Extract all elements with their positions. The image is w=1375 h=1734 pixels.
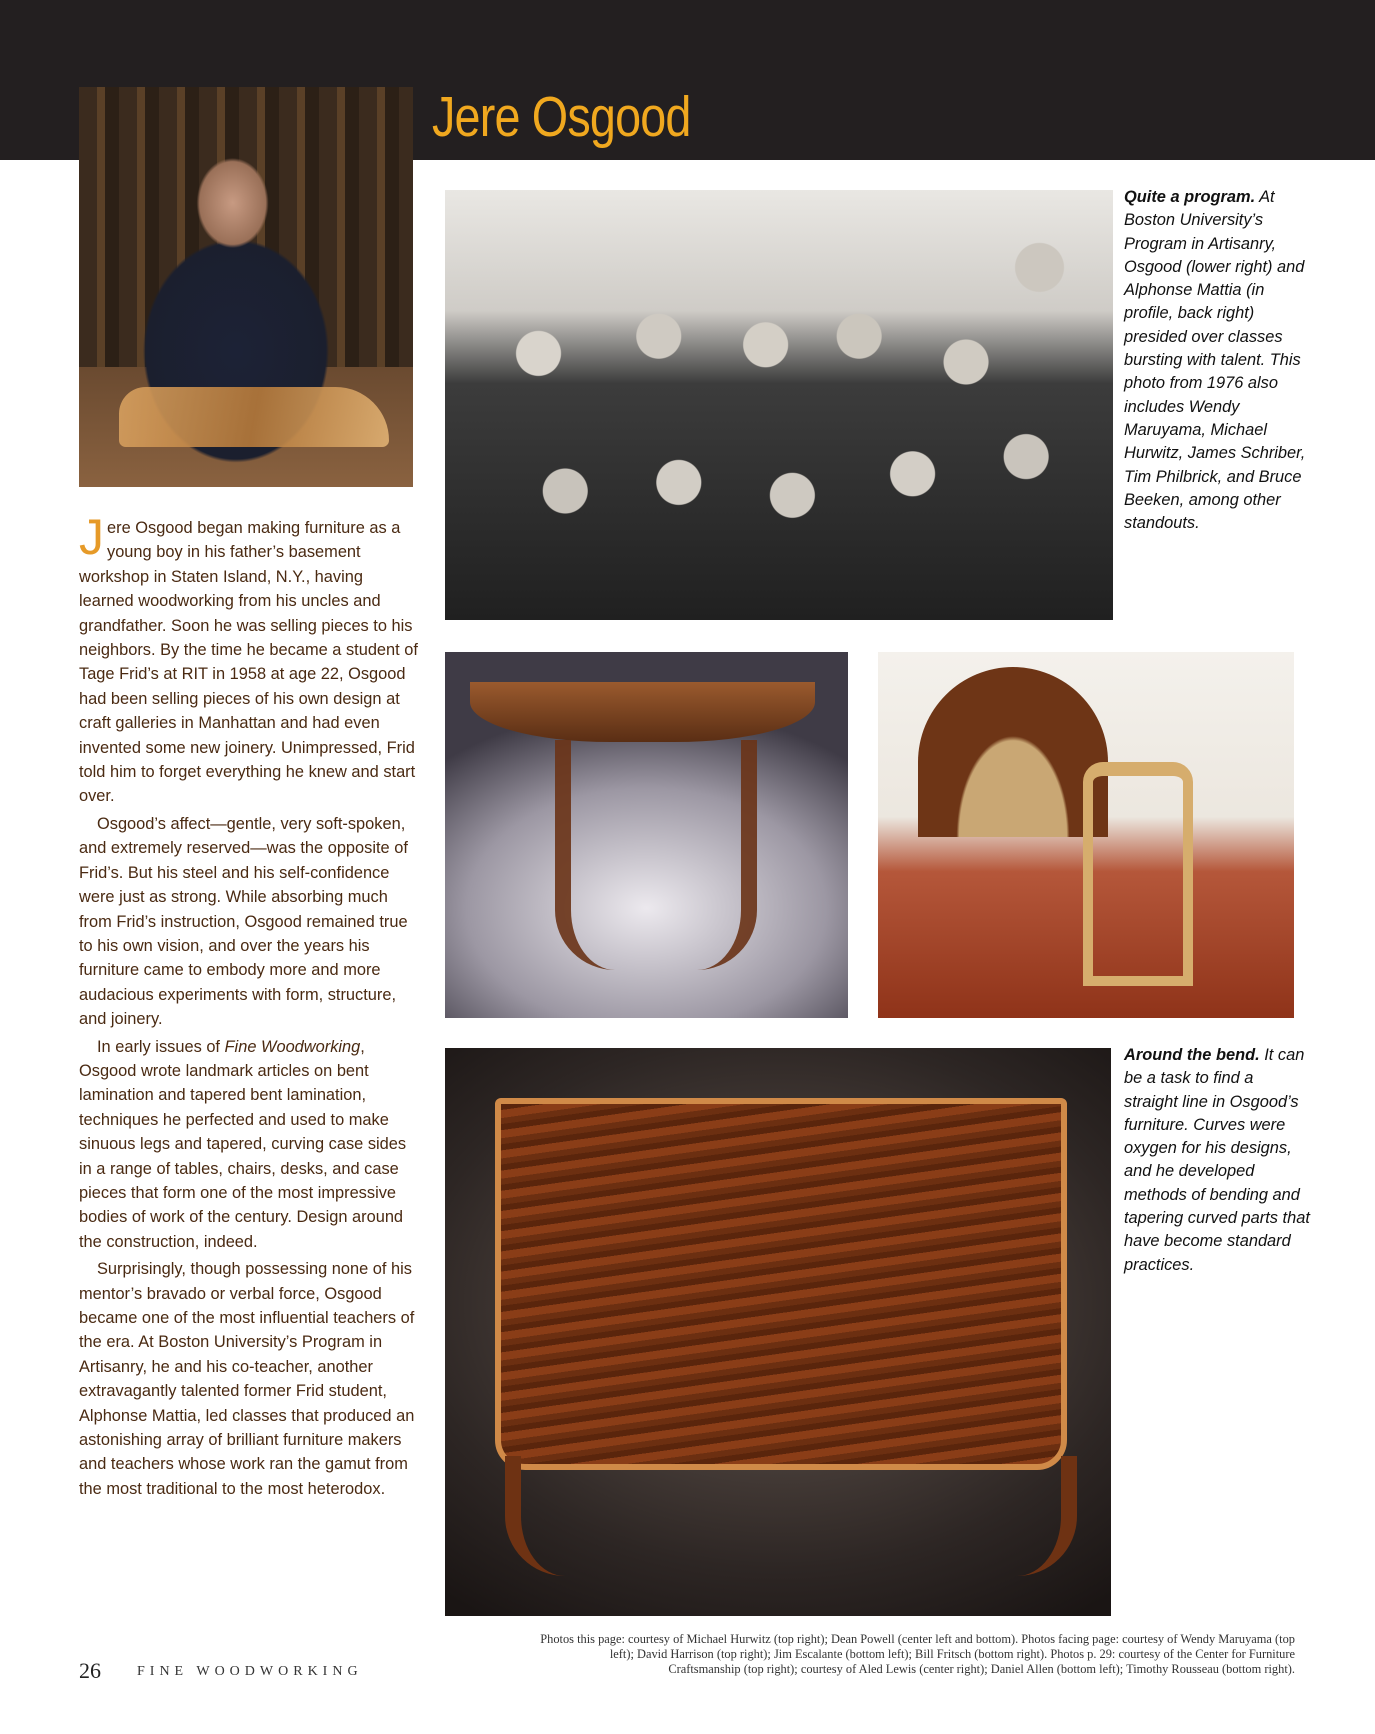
photo-credits: Photos this page: courtesy of Michael Hurwitz (top right); Dean Powell (center left and bottom). Photos facing page: courtesy of Wendy Maruyama (top left); David Harrison (top right); Jim Escalante (bottom left); Bill Fritsch (bottom right). Photos p. 29: courtesy of the Center for Furniture Craftsmanship (top right); courtesy of Aled Lewis (center right); Daniel Allen (bottom left); Timothy Rousseau (bottom right). <box>540 1632 1295 1677</box>
caption-bend: Around the bend. It can be a task to find a straight line in Osgood’s furniture. Curves were oxygen for his designs, and he developed methods of bending and tapering curved parts that have become standard practices. <box>1124 1046 1310 1274</box>
portrait-photo <box>79 87 413 487</box>
page-number: 26 <box>79 1658 101 1683</box>
table-photo <box>445 652 848 1018</box>
paragraph-2: Osgood’s affect—gentle, very soft-spoken, and extremely reserved—was the opposite of Frid’s. But his steel and his self-confidence were just as strong. While absorbing much from Frid’s instruction, Osgood remained true to his own vision, and over the years his furniture came to embody more and more audacious experiments with form, structure, and joinery. <box>79 814 408 1029</box>
paragraph-3: In early issues of Fine Woodworking, Osgood wrote landmark articles on bent lamination and tapered bent lamination, techniques he perfected and used to make sinuous legs and tapered, curving case sides in a range of tables, chairs, desks, and case pieces that form one of the most impressive bodies of work of the century. Design around the construction, indeed. <box>79 1037 407 1251</box>
class-photo <box>445 190 1113 620</box>
caption-program: Quite a program. At Boston University’s Program in Artisanry, Osgood (lower right) and Alphonse Mattia (in profile, back right) presided over classes bursting with talent. This photo from 1976 also includes Wendy Maruyama, Michael Hurwitz, James Schriber, Tim Philbrick, and Bruce Beeken, among other standouts. <box>1124 188 1306 533</box>
article-body <box>79 509 419 1504</box>
drop-cap: J <box>79 509 104 565</box>
desk-photo <box>878 652 1294 1018</box>
chest-photo <box>445 1048 1111 1616</box>
magazine-name: FINE WOODWORKING <box>137 1664 363 1679</box>
paragraph-4: Surprisingly, though possessing none of his mentor’s bravado or verbal force, Osgood became one of the most influential teachers of the era. At Boston University’s Program in Artisanry, he and his co-teacher, another extravagantly talented former Frid student, Alphonse Mattia, led classes that produced an astonishing array of brilliant furniture makers and teachers whose work ran the gamut from the most traditional to the most heterodox. <box>79 1260 415 1498</box>
paragraph-1: Jere Osgood began making furniture as a young boy in his father’s basement workshop in Staten Island, N.Y., having learned woodworking from his uncles and grandfather. Soon he was selling pieces to his neighbors. By the time he became a student of Tage Frid’s at RIT in 1958 at age 22, Osgood had been selling pieces of his own design at craft galleries in Manhattan and had even invented some new joinery. Unimpressed, Frid told him to forget everything he knew and start over. <box>79 509 418 806</box>
magazine-title: Fine Woodworking <box>224 1037 361 1056</box>
article-title: Jere Osgood <box>432 85 691 149</box>
